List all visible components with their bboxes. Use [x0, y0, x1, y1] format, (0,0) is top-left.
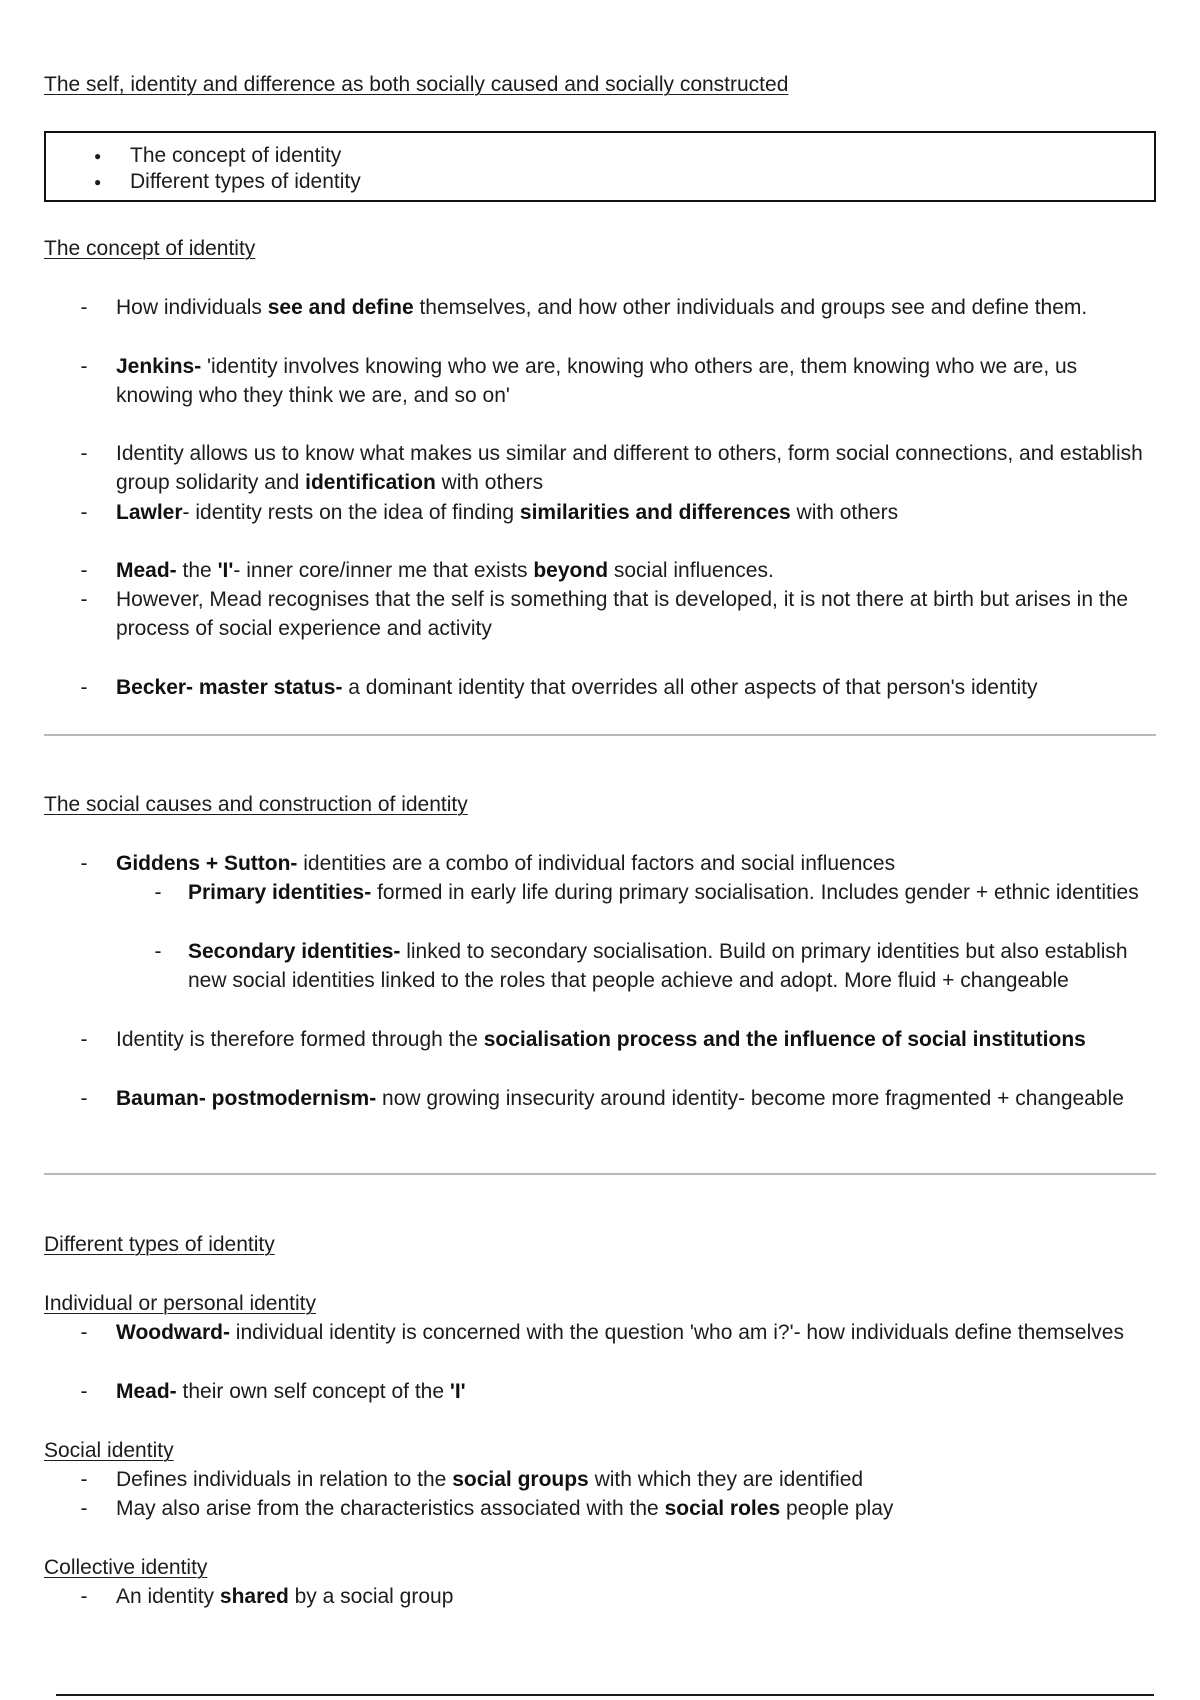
- dash-bullet: -: [80, 559, 88, 582]
- dash-bullet: -: [80, 1585, 88, 1608]
- dash-bullet: -: [80, 1321, 88, 1344]
- dash-bullet: -: [154, 940, 162, 963]
- dash-bullet: -: [80, 1087, 88, 1110]
- bullet-item: - An identity shared by a social group: [116, 1582, 1156, 1611]
- bullet-item: - Identity allows us to know what makes us similar and different to others, form social connections, and establish group solidarity and identification with others: [116, 439, 1156, 497]
- bullet-item: - Giddens + Sutton- identities are a combo of individual factors and social influences: [116, 849, 1156, 878]
- bullet-item: - Becker- master status- a dominant identity that overrides all other aspects of that person's identity: [116, 673, 1156, 702]
- dash-bullet: -: [80, 501, 88, 524]
- subheading-collective: Collective identity: [44, 1556, 208, 1579]
- bullet-item: - May also arise from the characteristics associated with the social roles people play: [116, 1494, 1156, 1523]
- subheading-social-identity: Social identity: [44, 1439, 174, 1462]
- section-heading-concept: The concept of identity: [44, 237, 256, 260]
- contents-item: ● The concept of identity: [94, 143, 361, 169]
- contents-list: [94, 143, 361, 195]
- sub-bullet-item: - Primary identities- formed in early life during primary socialisation. Includes gender + ethnic identities: [188, 878, 1156, 907]
- dash-bullet: -: [80, 296, 88, 319]
- bullet-item: - However, Mead recognises that the self is something that is developed, it is not there at birth but arises in the process of social experience and activity: [116, 585, 1156, 643]
- dash-bullet: -: [80, 852, 88, 875]
- dash-bullet: -: [80, 1497, 88, 1520]
- bullet-item: - Mead- their own self concept of the 'I': [116, 1377, 1156, 1406]
- dash-bullet: -: [154, 881, 162, 904]
- section-heading-social: The social causes and construction of identity: [44, 793, 468, 816]
- dash-bullet: -: [80, 676, 88, 699]
- bullet-item: - Defines individuals in relation to the social groups with which they are identified: [116, 1465, 1156, 1494]
- sub-bullet-item: - Secondary identities- linked to secondary socialisation. Build on primary identities but also establish new social identities linked to the roles that people achieve and adopt. More fluid + changeable: [188, 937, 1156, 995]
- bullet-item: - Mead- the 'I'- inner core/inner me that exists beyond social influences.: [116, 556, 1156, 585]
- document-title: The self, identity and difference as both socially caused and socially constructed: [44, 73, 789, 96]
- bullet-item: - Bauman- postmodernism- now growing insecurity around identity- become more fragmented + changeable: [116, 1084, 1156, 1113]
- bullet-item: - Woodward- individual identity is concerned with the question 'who am i?'- how individuals define themselves: [116, 1318, 1156, 1347]
- dash-bullet: -: [80, 442, 88, 465]
- subheading-individual: Individual or personal identity: [44, 1292, 316, 1315]
- section-divider: [44, 734, 1156, 736]
- dash-bullet: -: [80, 588, 88, 611]
- contents-item: ● Different types of identity: [94, 169, 361, 195]
- contents-box: [44, 131, 1156, 202]
- section-divider: [44, 1173, 1156, 1175]
- dash-bullet: -: [80, 1380, 88, 1403]
- dash-bullet: -: [80, 355, 88, 378]
- dash-bullet: -: [80, 1028, 88, 1051]
- section-heading-types: Different types of identity: [44, 1233, 275, 1256]
- page-bottom-rule: [56, 1694, 1154, 1696]
- bullet-item: - How individuals see and define themselves, and how other individuals and groups see and define them.: [116, 293, 1156, 322]
- dash-bullet: -: [80, 1468, 88, 1491]
- bullet-item: - Identity is therefore formed through the socialisation process and the influence of social institutions: [116, 1025, 1156, 1054]
- bullet-item: - Lawler- identity rests on the idea of finding similarities and differences with others: [116, 498, 1156, 527]
- bullet-item: - Jenkins- 'identity involves knowing who we are, knowing who others are, them knowing who we are, us knowing who they think we are, and so on': [116, 352, 1156, 410]
